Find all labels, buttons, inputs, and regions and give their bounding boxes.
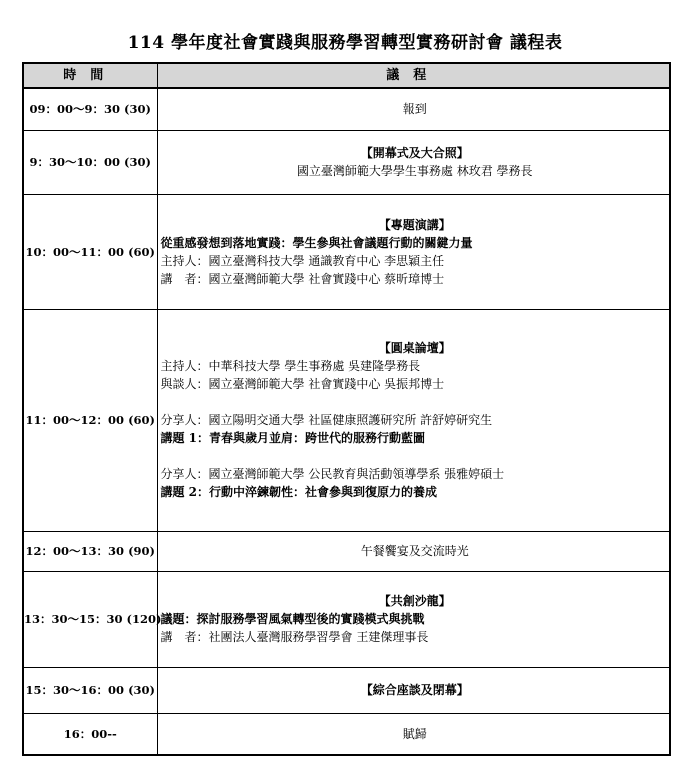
row-program bbox=[157, 713, 670, 755]
program-line: 分享人：國立臺灣師範大學 公民教育與活動領導學系 張雅婷碩士 bbox=[160, 467, 505, 481]
row-program bbox=[157, 571, 670, 667]
table-row bbox=[23, 713, 670, 755]
row-time: 13：30～15：30 (120) bbox=[23, 571, 157, 667]
row-program bbox=[157, 531, 670, 571]
header-program: 議程 bbox=[157, 63, 670, 88]
session-heading: 【開幕式及大合照】 bbox=[360, 146, 469, 160]
table-header-row bbox=[23, 63, 670, 88]
talk-title: 講題 2：行動中淬鍊韌性：社會參與到復原力的養成 bbox=[160, 485, 438, 499]
program-line: 報到 bbox=[402, 102, 427, 117]
row-time: 15：30～16：00 (30) bbox=[23, 667, 157, 713]
row-program bbox=[157, 667, 670, 713]
table-row bbox=[23, 571, 670, 667]
table-row bbox=[23, 130, 670, 194]
program-line: 與談人：國立臺灣師範大學 社會實踐中心 吳振邦博士 bbox=[160, 377, 445, 391]
program-line: 主持人：國立臺灣科技大學 通識教育中心 李思穎主任 bbox=[160, 253, 445, 268]
program-line: 午餐饗宴及交流時光 bbox=[360, 544, 469, 558]
row-program bbox=[157, 130, 670, 194]
row-program bbox=[157, 309, 670, 531]
row-time: 12：00～13：30 (90) bbox=[23, 531, 157, 571]
row-time: 9：30～10：00 (30) bbox=[23, 130, 157, 194]
program-line: 主持人：中華科技大學 學生事務處 吳建隆學務長 bbox=[160, 359, 421, 373]
talk-title: 講題 1：青春與歲月並肩：跨世代的服務行動藍圖 bbox=[160, 431, 426, 445]
table-row bbox=[23, 309, 670, 531]
session-heading: 【綜合座談及閉幕】 bbox=[360, 683, 469, 697]
program-line: 賦歸 bbox=[402, 726, 427, 741]
spacer bbox=[161, 447, 670, 465]
talk-title: 從重感發想到落地實踐：學生參與社會議題行動的關鍵力量 bbox=[160, 235, 473, 250]
table-row bbox=[23, 531, 670, 571]
session-heading: 【圓桌論壇】 bbox=[378, 341, 451, 355]
agenda-table bbox=[22, 62, 671, 756]
session-heading: 【共創沙龍】 bbox=[378, 594, 451, 608]
row-time: 09：00～9：30 (30) bbox=[23, 88, 157, 130]
row-time: 10：00～11：00 (60) bbox=[23, 194, 157, 309]
table-row bbox=[23, 194, 670, 309]
header-time: 時間 bbox=[23, 63, 157, 88]
program-line: 講 者：國立臺灣師範大學 社會實踐中心 蔡昕璋博士 bbox=[160, 271, 445, 286]
program-line: 講 者：社團法人臺灣服務學習學會 王建傑理事長 bbox=[160, 630, 429, 644]
row-program bbox=[157, 194, 670, 309]
page-title: 114 學年度社會實踐與服務學習轉型實務研討會 議程表 bbox=[127, 33, 563, 53]
program-line: 分享人：國立陽明交通大學 社區健康照護研究所 許舒婷研究生 bbox=[160, 413, 493, 427]
row-time: 16：00-- bbox=[23, 713, 157, 755]
spacer bbox=[161, 393, 670, 411]
row-program bbox=[157, 88, 670, 130]
row-time: 11：00～12：00 (60) bbox=[23, 309, 157, 531]
talk-title: 議題：探討服務學習風氣轉型後的實踐模式與挑戰 bbox=[160, 612, 425, 626]
session-heading: 【專題演講】 bbox=[378, 217, 451, 232]
table-row bbox=[23, 88, 670, 130]
program-line: 國立臺灣師範大學學生事務處 林玫君 學務長 bbox=[296, 164, 533, 178]
table-row bbox=[23, 667, 670, 713]
